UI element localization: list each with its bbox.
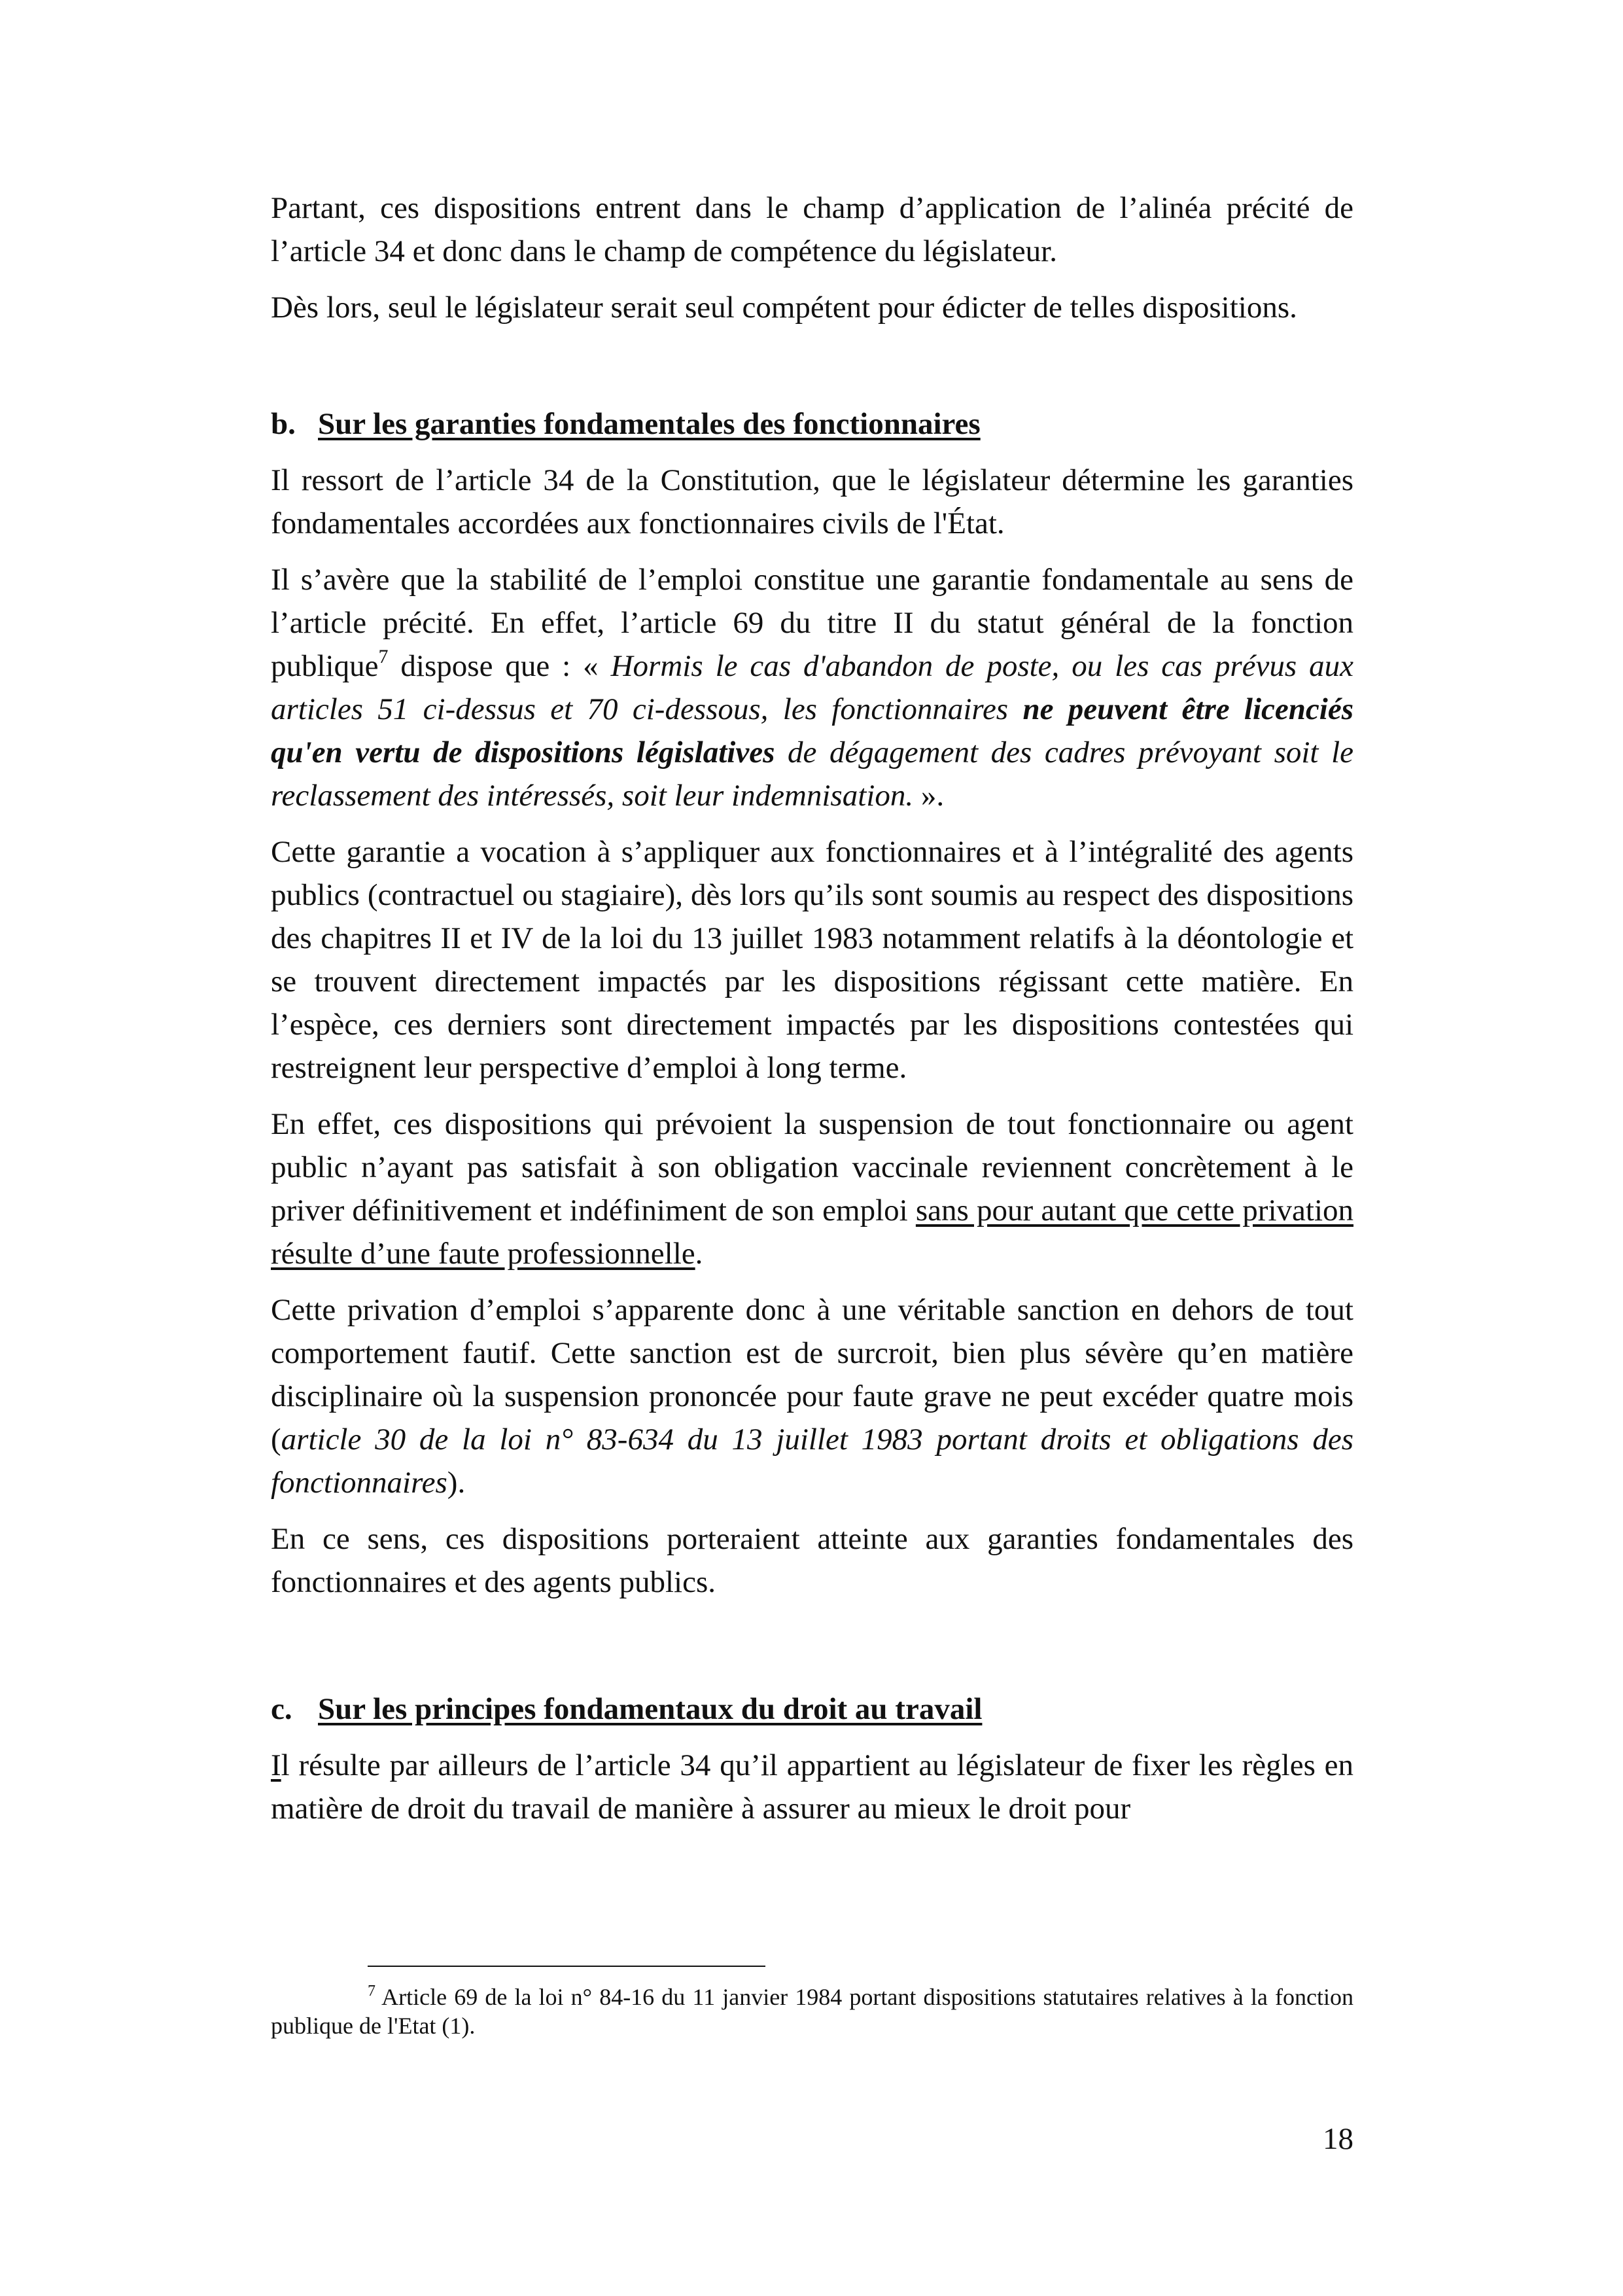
section-b-heading bbox=[271, 402, 1353, 446]
section-b-p2-text-2: dispose que : « bbox=[388, 649, 611, 683]
footnote-number: 7 bbox=[368, 1983, 375, 2000]
section-b-paragraph-5 bbox=[271, 1288, 1353, 1504]
quotation-closing: ». bbox=[913, 779, 945, 813]
section-b-p2-text: Il s’avère que la stabilité de l’emploi constitue une garantie fondamentale au sens de l’article précité. En effet, l’article 69 du titre II du statut général de la fonction publique bbox=[271, 563, 1353, 683]
section-c-title: Sur les principes fondamentaux du droit au travail bbox=[318, 1692, 983, 1726]
section-b-p4-text: En effet, ces dispositions qui prévoient la suspension de tout fonctionnaire ou agent public n’ayant pas satisfait à son obligation vaccinale reviennent concrètement à le priver définitivement et indéfiniment de son emploi bbox=[271, 1107, 1353, 1227]
quotation-italic-end: de dégagement des cadres prévoyant soit le reclassement des intéressés, soit leur indemnisation. bbox=[271, 735, 1353, 813]
section-b-paragraph-2 bbox=[271, 558, 1353, 817]
section-c-first-letter: I bbox=[271, 1748, 281, 1782]
section-b-paragraph-3: Cette garantie a vocation à s’appliquer aux fonctionnaires et à l’intégralité des agents publics (contractuel ou stagiaire), dès lors qu’ils sont soumis au respect des dispositions des chapitres II et IV de la loi du 13 juillet 1983 notamment relatifs à la déontologie et se trouvent directement impactés par les dispositions régissant cette matière. En l’espèce, ces derniers sont directement impactés par les dispositions contestées qui restreignent leur perspective d’emploi à long terme. bbox=[271, 835, 1353, 1085]
section-b-paragraph-6: En ce sens, ces dispositions porteraient atteinte aux garanties fondamentales des fonctionnaires et des agents publics. bbox=[271, 1522, 1353, 1599]
section-b-paragraph-4 bbox=[271, 1103, 1353, 1275]
footnote bbox=[271, 1983, 1353, 2040]
quotation-bold-italic: ne peuvent être licenciés qu'en vertu de dispositions législatives bbox=[271, 692, 1353, 769]
section-spacer bbox=[271, 1617, 1353, 1687]
legal-reference-italic: article 30 de la loi n° 83-634 du 13 juillet 1983 portant droits et obligations des fonctionnaires bbox=[271, 1422, 1353, 1500]
underlined-phrase: sans pour autant que cette privation résulte d’une faute professionnelle bbox=[271, 1193, 1353, 1271]
footnote-text: Article 69 de la loi n° 84-16 du 11 janvier 1984 portant dispositions statutaires relatives à la fonction publique de l'Etat (1). bbox=[271, 1984, 1353, 2039]
section-b-title: Sur les garanties fondamentales des fonctionnaires bbox=[318, 407, 981, 441]
body-text bbox=[271, 186, 1353, 1843]
section-c-p1-text: l résulte par ailleurs de l’article 34 qu’il appartient au législateur de fixer les règles en matière de droit du travail de manière à assurer au mieux le droit pour bbox=[271, 1748, 1353, 1826]
page-number: 18 bbox=[1323, 2122, 1353, 2156]
footnote-reference: 7 bbox=[378, 646, 389, 667]
section-spacer bbox=[271, 342, 1353, 402]
section-b-p5-end: ). bbox=[447, 1466, 466, 1500]
paragraph-des-lors: Dès lors, seul le législateur serait seul compétent pour édicter de telles dispositions. bbox=[271, 291, 1297, 325]
section-c-paragraph-1 bbox=[271, 1744, 1353, 1830]
paragraph-partant: Partant, ces dispositions entrent dans le champ d’application de l’alinéa précité de l’article 34 et donc dans le champ de compétence du législateur. bbox=[271, 191, 1353, 268]
quotation-italic: Hormis le cas d'abandon de poste, ou les cas prévus aux articles 51 ci-dessus et 70 ci-dessous, les fonctionnaires bbox=[271, 649, 1353, 726]
section-b-letter: b. bbox=[271, 407, 296, 441]
section-b-p4-end: . bbox=[695, 1237, 703, 1271]
footnote-separator bbox=[368, 1966, 765, 1967]
section-b-p5-text: Cette privation d’emploi s’apparente donc à une véritable sanction en dehors de tout comportement fautif. Cette sanction est de surcroit, bien plus sévère qu’en matière disciplinaire où la suspension prononcée pour faute grave ne peut excéder quatre mois ( bbox=[271, 1293, 1353, 1457]
section-b-paragraph-1: Il ressort de l’article 34 de la Constitution, que le législateur détermine les garanties fondamentales accordées aux fonctionnaires civils de l'État. bbox=[271, 463, 1353, 540]
section-c-letter: c. bbox=[271, 1692, 292, 1726]
section-c-heading bbox=[271, 1687, 1353, 1731]
